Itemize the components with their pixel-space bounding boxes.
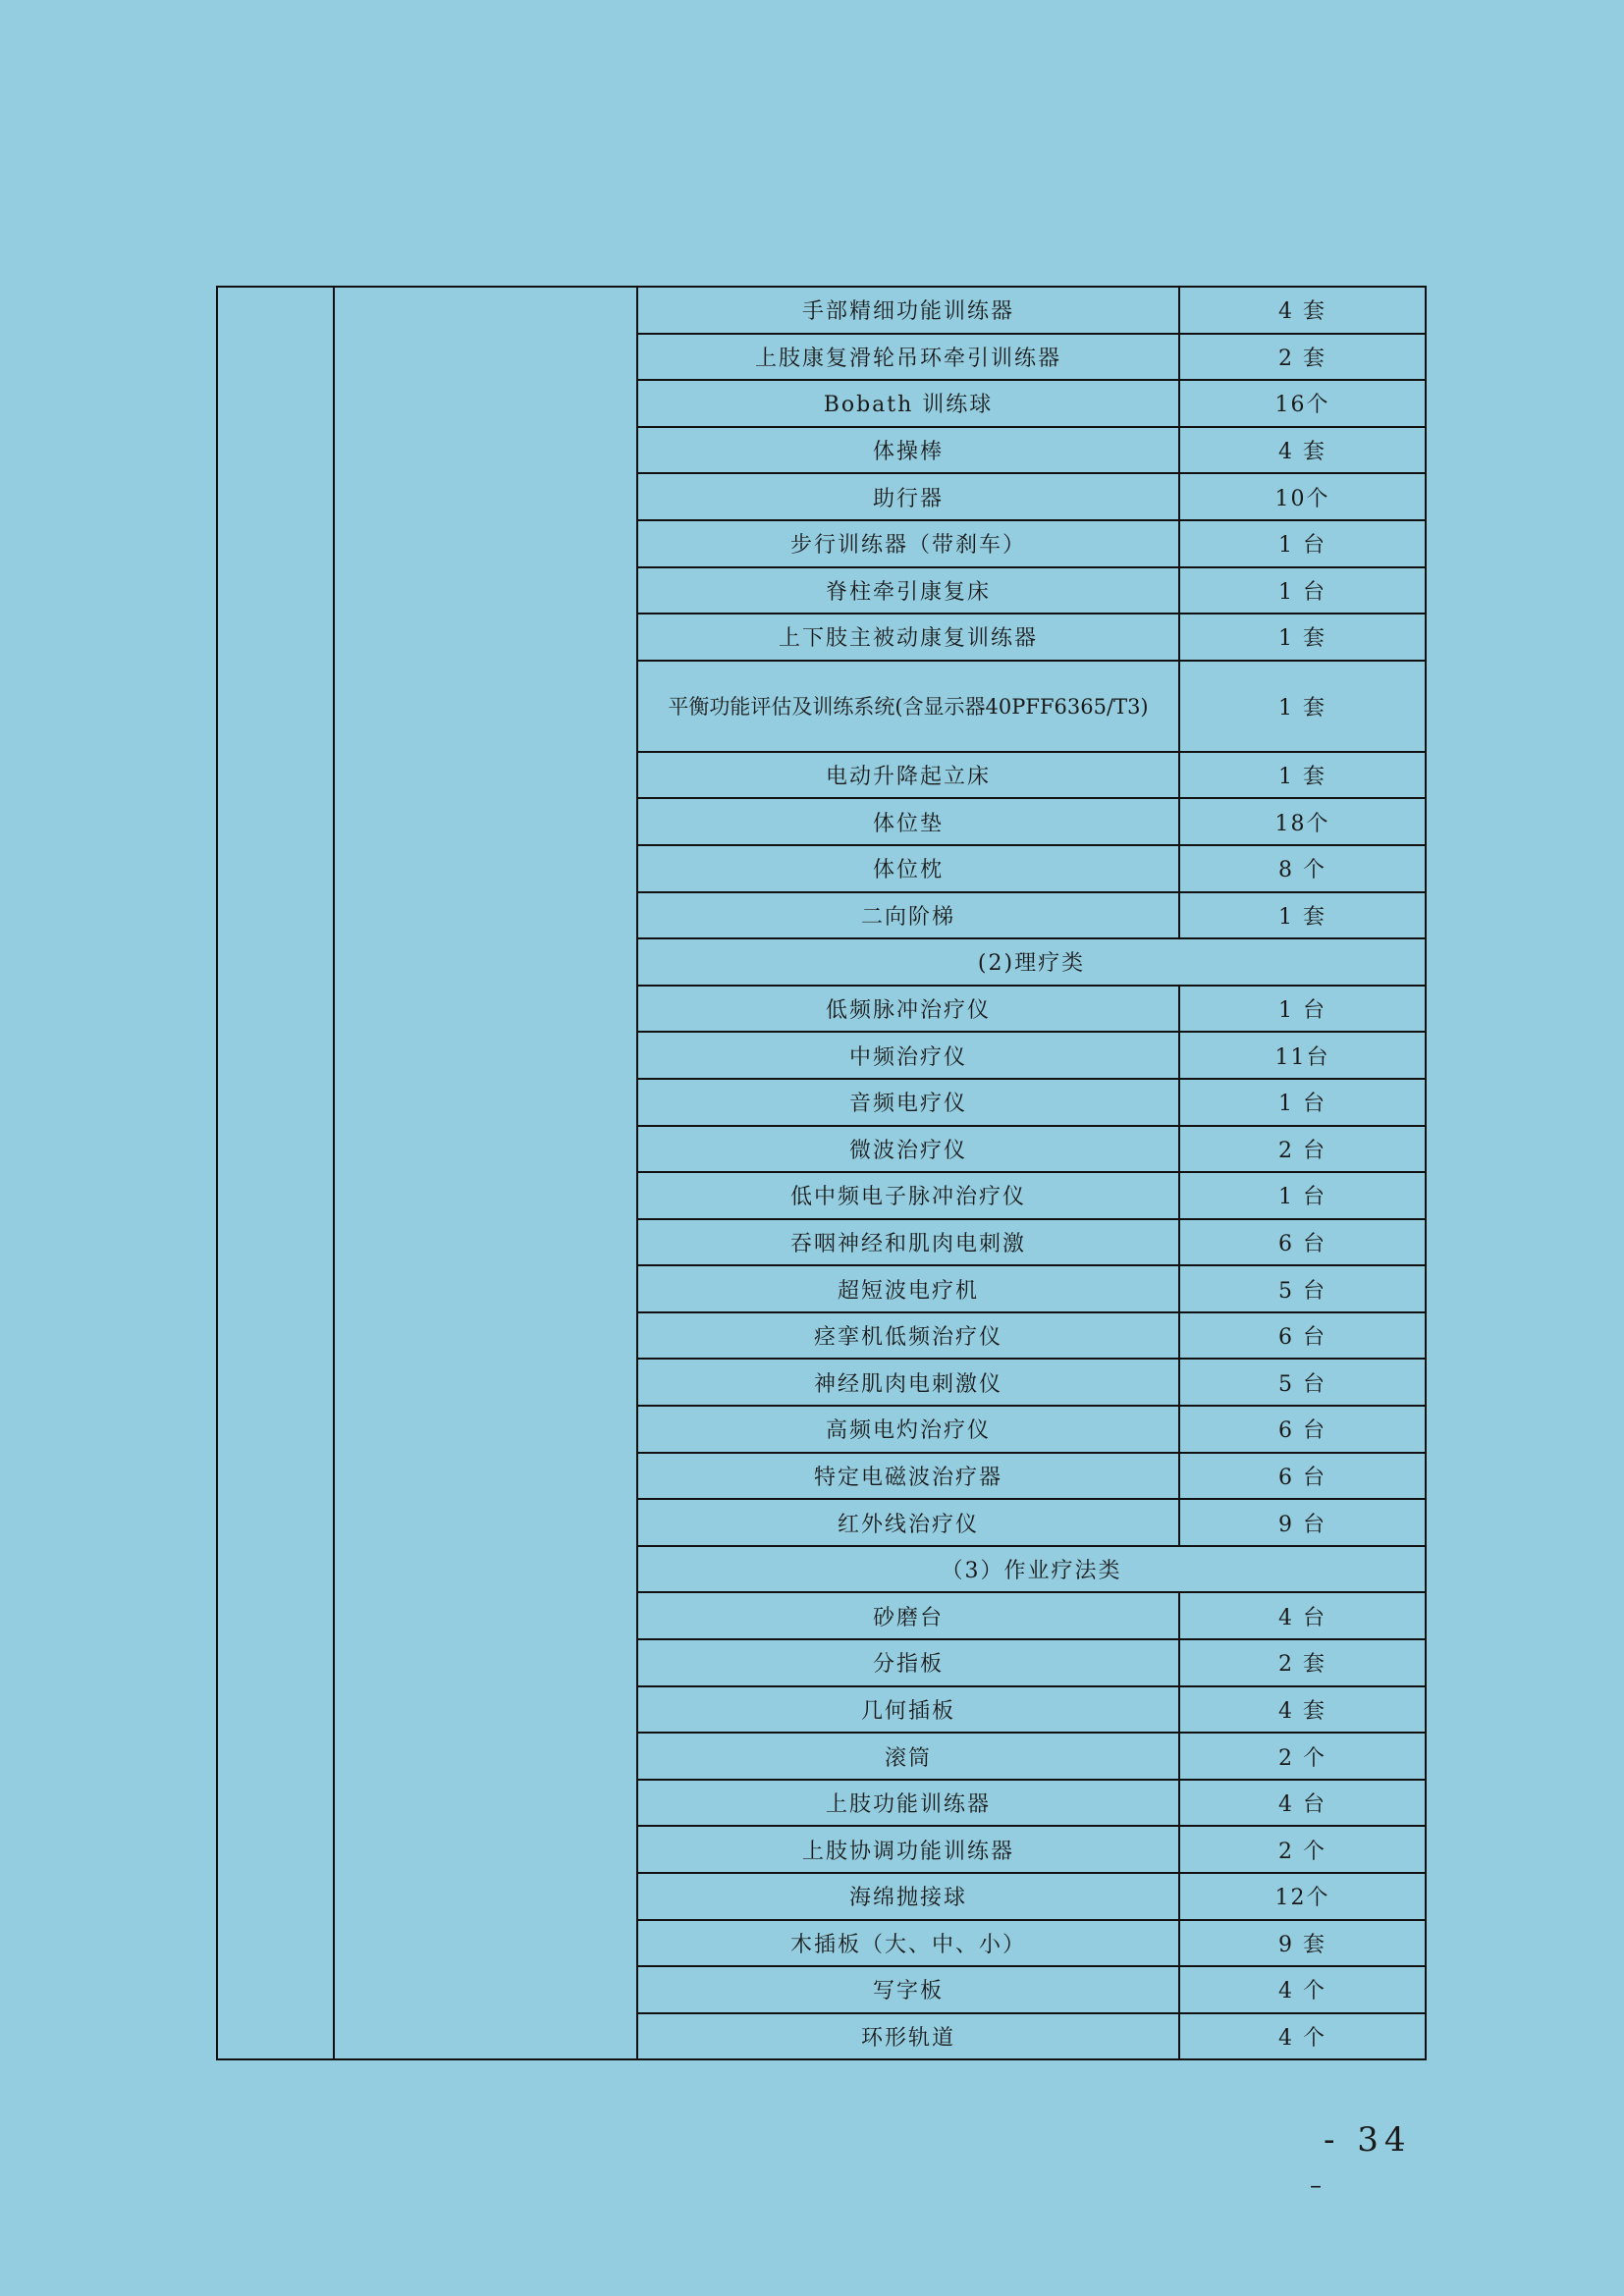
equipment-name-cell: 砂磨台 (637, 1592, 1179, 1639)
equipment-name-cell: 上肢功能训练器 (637, 1780, 1179, 1827)
page-number: - 34 (1324, 2120, 1412, 2160)
equipment-name-cell: 低频脉冲治疗仪 (637, 986, 1179, 1033)
equipment-name-cell: 微波治疗仪 (637, 1126, 1179, 1173)
equipment-quantity-cell: 1 套 (1179, 661, 1426, 752)
equipment-name-cell: 中频治疗仪 (637, 1032, 1179, 1079)
equipment-name-cell: 二向阶梯 (637, 892, 1179, 939)
equipment-quantity-cell: 2 套 (1179, 1639, 1426, 1686)
equipment-quantity-cell: 2 套 (1179, 334, 1426, 381)
equipment-name-cell: 神经肌肉电刺激仪 (637, 1359, 1179, 1406)
equipment-name-cell: 体操棒 (637, 427, 1179, 474)
equipment-quantity-cell: 2 个 (1179, 1733, 1426, 1780)
equipment-name-cell: 特定电磁波治疗器 (637, 1453, 1179, 1500)
equipment-quantity-cell: 6 台 (1179, 1406, 1426, 1453)
equipment-name-cell: 平衡功能评估及训练系统(含显示器40PFF6365/T3) (637, 661, 1179, 752)
table-row (217, 287, 1426, 334)
equipment-name-cell: 海绵抛接球 (637, 1873, 1179, 1920)
equipment-quantity-cell: 11台 (1179, 1032, 1426, 1079)
equipment-quantity-cell: 6 台 (1179, 1219, 1426, 1266)
equipment-quantity-cell: 4 套 (1179, 287, 1426, 334)
equipment-name-cell: 几何插板 (637, 1686, 1179, 1734)
equipment-quantity-cell: 1 套 (1179, 752, 1426, 799)
equipment-quantity-cell: 4 个 (1179, 2013, 1426, 2060)
equipment-quantity-cell: 1 台 (1179, 520, 1426, 567)
equipment-name-cell: 电动升降起立床 (637, 752, 1179, 799)
section-header-cell: （3）作业疗法类 (637, 1546, 1426, 1593)
equipment-quantity-cell: 12个 (1179, 1873, 1426, 1920)
equipment-name-cell: 手部精细功能训练器 (637, 287, 1179, 334)
equipment-quantity-cell: 4 台 (1179, 1780, 1426, 1827)
equipment-quantity-cell: 4 台 (1179, 1592, 1426, 1639)
equipment-quantity-cell: 4 个 (1179, 1966, 1426, 2013)
equipment-name-cell: 上下肢主被动康复训练器 (637, 614, 1179, 661)
equipment-name-cell: 环形轨道 (637, 2013, 1179, 2060)
equipment-quantity-cell: 1 套 (1179, 614, 1426, 661)
equipment-quantity-cell: 1 台 (1179, 1172, 1426, 1219)
equipment-quantity-cell: 1 台 (1179, 986, 1426, 1033)
equipment-name-cell: 吞咽神经和肌肉电刺激 (637, 1219, 1179, 1266)
equipment-quantity-cell: 1 台 (1179, 1079, 1426, 1126)
equipment-quantity-cell: 9 台 (1179, 1499, 1426, 1546)
equipment-name-cell: 高频电灼治疗仪 (637, 1406, 1179, 1453)
equipment-quantity-cell: 9 套 (1179, 1920, 1426, 1967)
equipment-quantity-cell: 1 套 (1179, 892, 1426, 939)
blank-index-cell (217, 287, 334, 2059)
equipment-quantity-cell: 6 台 (1179, 1453, 1426, 1500)
equipment-name-cell: 体位垫 (637, 798, 1179, 845)
page-number-dash: – (1310, 2171, 1322, 2199)
equipment-quantity-cell: 16个 (1179, 380, 1426, 427)
equipment-name-cell: 步行训练器（带刹车） (637, 520, 1179, 567)
equipment-quantity-cell: 5 台 (1179, 1359, 1426, 1406)
equipment-quantity-cell: 2 个 (1179, 1826, 1426, 1873)
equipment-quantity-cell: 4 套 (1179, 1686, 1426, 1734)
equipment-quantity-cell: 6 台 (1179, 1312, 1426, 1360)
equipment-name-cell: 滚筒 (637, 1733, 1179, 1780)
blank-category-cell (334, 287, 637, 2059)
equipment-name-cell: 助行器 (637, 473, 1179, 520)
equipment-name-cell: 脊柱牵引康复床 (637, 567, 1179, 614)
equipment-name-cell: 体位枕 (637, 845, 1179, 892)
equipment-quantity-cell: 18个 (1179, 798, 1426, 845)
equipment-name-cell: 超短波电疗机 (637, 1265, 1179, 1312)
equipment-name-cell: 低中频电子脉冲治疗仪 (637, 1172, 1179, 1219)
equipment-name-cell: 写字板 (637, 1966, 1179, 2013)
equipment-quantity-cell: 2 台 (1179, 1126, 1426, 1173)
equipment-quantity-cell: 8 个 (1179, 845, 1426, 892)
equipment-table (216, 286, 1427, 2060)
equipment-name-cell: 分指板 (637, 1639, 1179, 1686)
equipment-table-body (217, 287, 1426, 2059)
equipment-quantity-cell: 5 台 (1179, 1265, 1426, 1312)
equipment-quantity-cell: 1 台 (1179, 567, 1426, 614)
equipment-name-cell: 红外线治疗仪 (637, 1499, 1179, 1546)
equipment-name-cell: 上肢康复滑轮吊环牵引训练器 (637, 334, 1179, 381)
equipment-quantity-cell: 10个 (1179, 473, 1426, 520)
equipment-name-cell: 木插板（大、中、小） (637, 1920, 1179, 1967)
section-header-cell: (2)理疗类 (637, 938, 1426, 986)
equipment-name-cell: Bobath 训练球 (637, 380, 1179, 427)
equipment-name-cell: 上肢协调功能训练器 (637, 1826, 1179, 1873)
equipment-name-cell: 痉挛机低频治疗仪 (637, 1312, 1179, 1360)
equipment-quantity-cell: 4 套 (1179, 427, 1426, 474)
equipment-name-cell: 音频电疗仪 (637, 1079, 1179, 1126)
